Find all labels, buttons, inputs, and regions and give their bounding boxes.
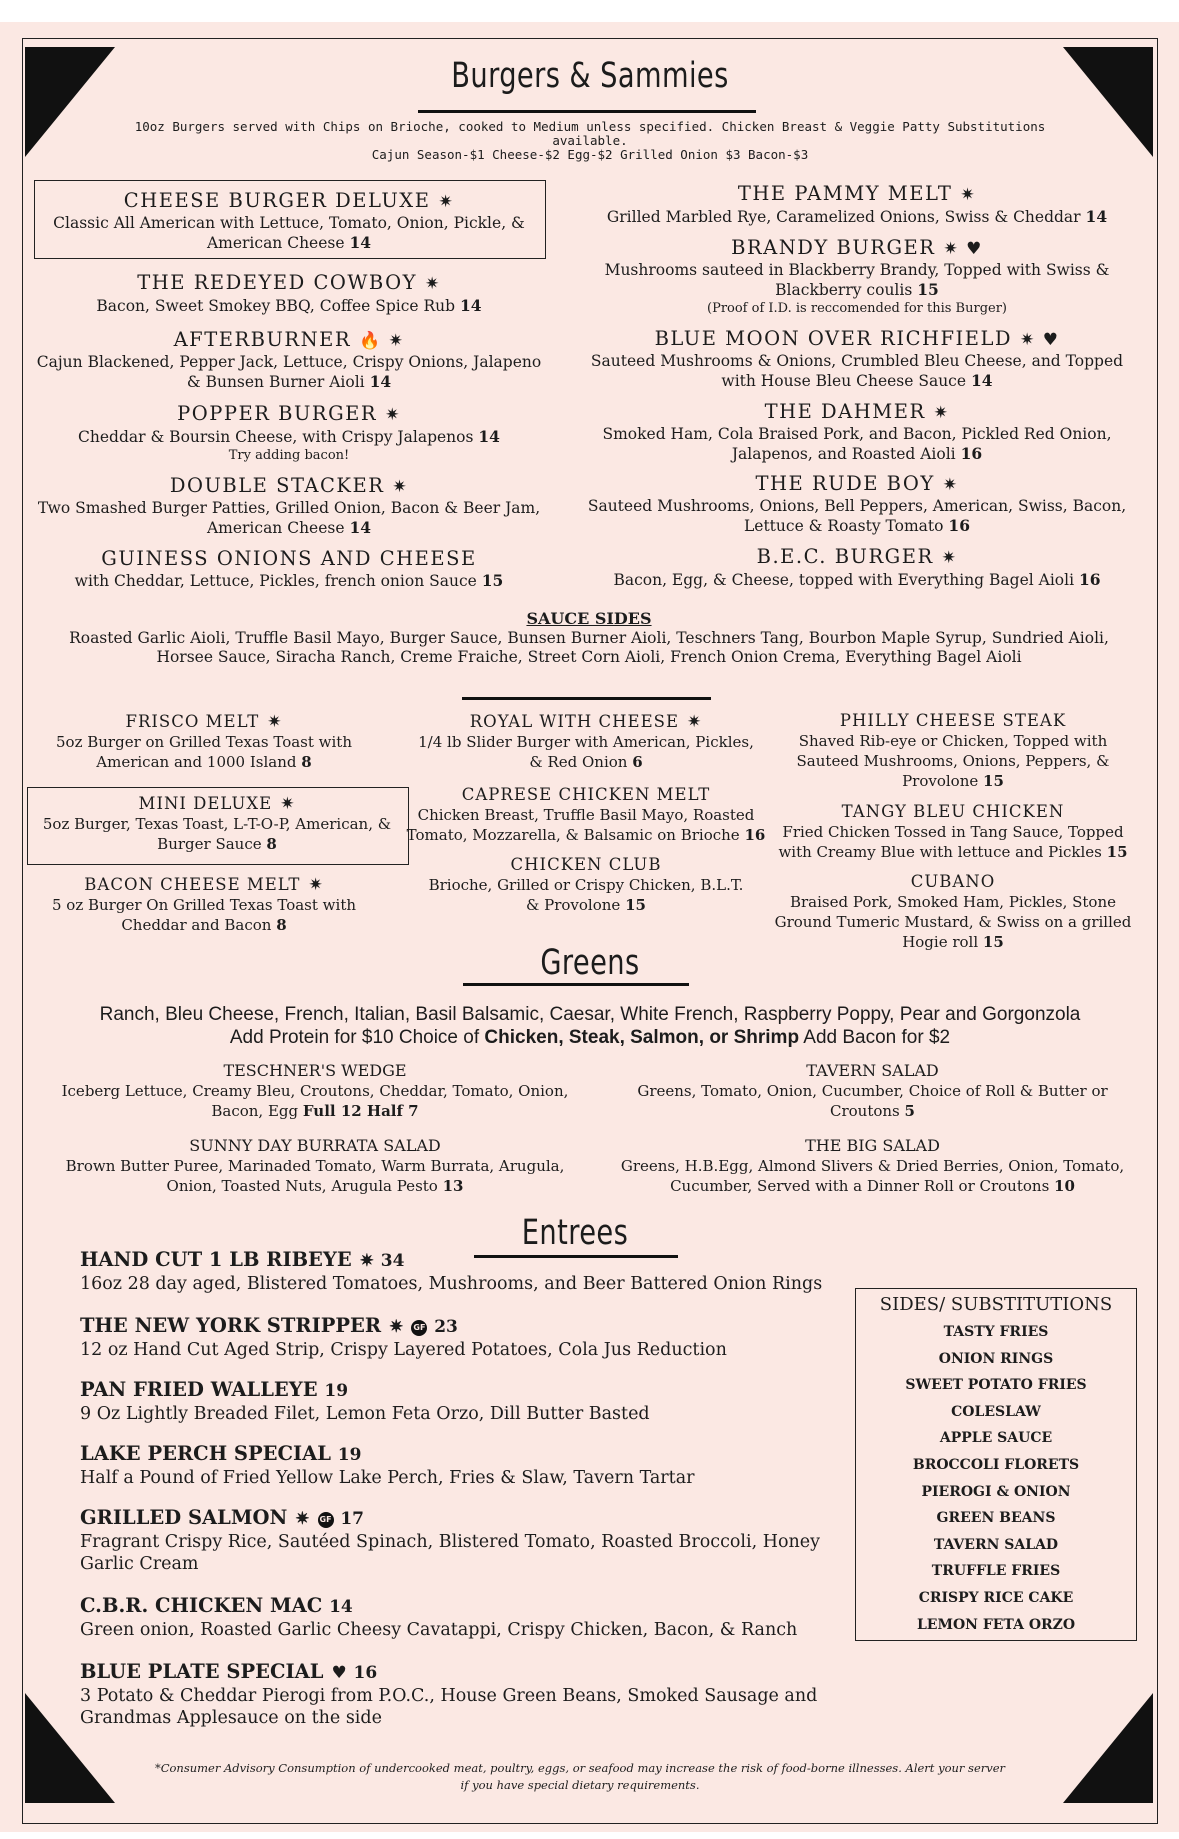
star-icon: ✷ (385, 405, 401, 425)
item-name: CHICKEN CLUB (510, 855, 662, 874)
item-description: Mushrooms sauteed in Blackberry Brandy, Topped with Swiss & Blackberry coulis (604, 261, 1110, 299)
item-description: 9 Oz Lightly Breaded Filet, Lemon Feta Orzo, Dill Butter Basted (80, 1404, 650, 1424)
item-description: Half a Pound of Fried Yellow Lake Perch, Fries & Slaw, Tavern Tartar (80, 1468, 695, 1488)
greens-info (40, 1003, 1140, 1049)
star-heart-icons: ✷ ♥ (1020, 330, 1060, 350)
side-item: ONION RINGS (938, 1350, 1054, 1367)
side-item: GREEN BEANS (936, 1510, 1056, 1527)
item-description: Iceberg Lettuce, Creamy Bleu, Croutons, Cheddar, Tomato, Onion, Bacon, Egg (61, 1082, 569, 1120)
protein-line (40, 1026, 1140, 1049)
bacon-addon: Add Bacon for $2 (799, 1027, 951, 1048)
item-note: (Proof of I.D. is reccomended for this Burger) (707, 301, 1007, 316)
entree-item (80, 1248, 840, 1295)
item-name: HAND CUT 1 LB RIBEYE (80, 1248, 352, 1271)
salad-item (40, 1061, 590, 1121)
burger-item (36, 189, 542, 253)
burger-item (562, 327, 1152, 391)
item-description: 1/4 lb Slider Burger with American, Pickles, & Red Onion (418, 733, 754, 771)
intro-line: available. (552, 133, 628, 148)
burger-item (36, 547, 542, 591)
star-icon: ✷ (389, 1317, 404, 1337)
side-item: CRISPY RICE CAKE (918, 1589, 1074, 1606)
item-description: 3 Potato & Cheddar Pierogi from P.O.C., House Green Beans, Smoked Sausage and Grandmas Applesauce on the side (80, 1686, 818, 1728)
item-name: TAVERN SALAD (806, 1061, 939, 1080)
item-description: Sauteed Mushrooms & Onions, Crumbled Bleu Cheese, and Topped with House Bleu Cheese Sauce (590, 352, 1124, 390)
item-price: 15 (1106, 843, 1128, 861)
item-name: THE BIG SALAD (805, 1136, 940, 1155)
star-icon: ✷ (267, 712, 283, 732)
item-price: 15 (481, 571, 504, 590)
item-price: 15 (982, 933, 1004, 951)
star-icon: ✷ (424, 274, 441, 294)
star-icon: ✷ (942, 475, 959, 495)
item-price: 8 (266, 835, 277, 853)
item-name: PAN FRIED WALLEYE (80, 1378, 318, 1401)
heart-icon: ♥ (331, 1663, 347, 1683)
item-name: THE REDEYED COWBOY (137, 271, 417, 294)
item-description: Greens, Tomato, Onion, Cucumber, Choice of Roll & Butter or Croutons (637, 1082, 1108, 1120)
star-heart-icons: ✷ ♥ (943, 239, 983, 259)
item-price: 13 (442, 1177, 464, 1195)
item-name: BLUE PLATE SPECIAL (80, 1660, 324, 1683)
side-item: TASTY FRIES (943, 1324, 1049, 1340)
protein-text: Add Protein for $10 Choice of (229, 1027, 485, 1048)
item-price: 16 (960, 444, 983, 463)
item-price: 14 (329, 1597, 353, 1617)
item-name: AFTERBURNER (173, 328, 352, 351)
burgers-section-title: Burgers & Sammies (451, 56, 729, 96)
item-description: 5 oz Burger On Grilled Texas Toast with Cheddar and Bacon (51, 896, 357, 934)
sammie-item (36, 875, 372, 935)
sammie-item (36, 712, 372, 772)
item-name: B.E.C. BURGER (756, 545, 934, 568)
star-icon: ✷ (295, 1509, 310, 1529)
burger-item (36, 328, 542, 392)
item-name: BACON CHEESE MELT (84, 875, 301, 894)
entree-item (80, 1594, 840, 1641)
sammie-item (400, 785, 772, 845)
item-name: CUBANO (910, 872, 996, 891)
star-icon: ✷ (392, 477, 409, 497)
burgers-intro (60, 120, 1120, 162)
consumer-advisory (100, 1760, 1060, 1794)
item-price: 5 (904, 1102, 915, 1120)
salad-item (600, 1136, 1145, 1196)
item-price: 15 (917, 280, 939, 299)
side-item: TRUFFLE FRIES (931, 1563, 1061, 1580)
item-price: 16 (353, 1663, 378, 1683)
item-description: 16oz 28 day aged, Blistered Tomatoes, Mushrooms, and Beer Battered Onion Rings (80, 1274, 823, 1294)
burger-item (562, 400, 1152, 464)
side-item: APPLE SAUCE (939, 1430, 1053, 1447)
item-price: 15 (625, 896, 646, 914)
star-icon: ✷ (933, 403, 950, 423)
item-description: Shaved Rib-eye or Chicken, Topped with Sauteed Mushrooms, Onions, Peppers, & Provolone (796, 732, 1110, 790)
gluten-free-icon: GF (411, 1320, 427, 1336)
item-description: Classic All American with Lettuce, Tomato, Onion, Pickle, & American Cheese (53, 214, 525, 252)
item-price: 6 (632, 753, 643, 771)
item-price: 16 (948, 516, 970, 535)
item-price: 19 (324, 1381, 349, 1401)
entree-item (80, 1378, 840, 1425)
item-name: GUINESS ONIONS AND CHEESE (101, 547, 477, 570)
side-item: SWEET POTATO FRIES (905, 1377, 1087, 1394)
star-icon: ✷ (941, 548, 958, 568)
item-name: TANGY BLEU CHICKEN (841, 802, 1065, 821)
item-name: THE PAMMY MELT (737, 182, 953, 205)
salad-item (40, 1136, 590, 1196)
item-price: 14 (349, 233, 372, 252)
sauce-sides-title: SAUCE SIDES (526, 609, 652, 628)
surcharge-line: Cajun Season-$1 Cheese-$2 Egg-$2 Grilled Onion $3 Bacon-$3 (371, 147, 809, 162)
item-description: Greens, H.B.Egg, Almond Slivers & Dried Berries, Onion, Tomato, Cucumber, Served with a Dinner Roll or Croutons (620, 1157, 1125, 1195)
sammie-item (400, 712, 772, 772)
item-name: ROYAL WITH CHEESE (469, 712, 679, 731)
sides-title: SIDES/ SUBSTITUTIONS (879, 1294, 1113, 1315)
item-price: 17 (340, 1509, 365, 1529)
item-description: Brioche, Grilled or Crispy Chicken, B.L.T. & Provolone (428, 876, 744, 914)
item-price: Full 12 Half 7 (302, 1102, 419, 1120)
entree-item (80, 1506, 840, 1575)
item-name: CAPRESE CHICKEN MELT (461, 785, 711, 804)
intro-line: 10oz Burgers served with Chips on Brioche, cooked to Medium unless specified. Chicken Breast & Veggie Patty Substitutions (134, 119, 1046, 134)
sammie-item (768, 802, 1138, 862)
item-price: 14 (478, 427, 500, 446)
item-name: LAKE PERCH SPECIAL (80, 1442, 331, 1465)
item-name: GRILLED SALMON (80, 1506, 288, 1529)
item-price: 23 (434, 1317, 458, 1337)
item-price: 8 (301, 753, 312, 771)
item-price: 14 (460, 296, 482, 315)
side-item: TAVERN SALAD (933, 1536, 1059, 1553)
item-price: 19 (337, 1445, 362, 1465)
burger-item (562, 545, 1152, 590)
item-name: DOUBLE STACKER (169, 474, 385, 497)
star-icon: ✷ (438, 192, 455, 212)
item-description: Chicken Breast, Truffle Basil Mayo, Roasted Tomato, Mozzarella, & Balsamic on Brioche (406, 806, 755, 844)
item-description: Two Smashed Burger Patties, Grilled Onion, Bacon & Beer Jam, American Cheese (37, 499, 541, 537)
protein-choices: Chicken, Steak, Salmon, or Shrimp (484, 1027, 800, 1048)
item-price: 14 (349, 518, 372, 537)
item-name: THE RUDE BOY (755, 472, 935, 495)
item-price: 8 (276, 916, 287, 934)
item-price: 14 (970, 371, 993, 390)
item-description: 12 oz Hand Cut Aged Strip, Crispy Layered Potatoes, Cola Jus Reduction (80, 1340, 727, 1360)
item-description: 5oz Burger on Grilled Texas Toast with American and 1000 Island (56, 733, 352, 771)
side-item: LEMON FETA ORZO (916, 1616, 1076, 1633)
sauce-list: Roasted Garlic Aioli, Truffle Basil Mayo, Burger Sauce, Bunsen Burner Aioli, Teschners Tang, Bourbon Maple Syrup, Sundried Aioli, Horsee Sauce, Siracha Ranch, Creme Fraiche, Street Corn Aioli, French Onion Crema, Everything Bagel Aioli (69, 629, 1109, 666)
star-icon: ✷ (280, 794, 296, 814)
item-name: CHEESE BURGER DELUXE (123, 189, 431, 212)
item-description: Fried Chicken Tossed in Tang Sauce, Topped with Creamy Blue with lettuce and Pickles (778, 823, 1124, 861)
entree-item (80, 1442, 840, 1489)
item-price: 34 (380, 1251, 405, 1271)
item-description: Sauteed Mushrooms, Onions, Bell Peppers, American, Swiss, Bacon, Lettuce & Roasty Tomato (587, 497, 1127, 535)
item-name: THE DAHMER (764, 400, 926, 423)
item-name: MINI DELUXE (138, 794, 273, 813)
advisory-line: if you have special dietary requirements. (460, 1778, 700, 1792)
star-icon: ✷ (359, 1251, 374, 1271)
side-item: BROCCOLI FLORETS (912, 1456, 1080, 1473)
burger-item (562, 472, 1152, 536)
flame-star-icons: 🔥 ✷ (359, 331, 405, 351)
item-name: SUNNY DAY BURRATA SALAD (189, 1136, 441, 1155)
star-icon: ✷ (960, 185, 977, 205)
dressing-list: Ranch, Bleu Cheese, French, Italian, Basil Balsamic, Caesar, White French, Raspberry Poppy, Pear and Gorgonzola (99, 1004, 1081, 1025)
item-name: TESCHNER'S WEDGE (223, 1061, 407, 1080)
item-name: FRISCO MELT (125, 712, 260, 731)
burger-item (562, 236, 1152, 317)
item-name: PHILLY CHEESE STEAK (839, 711, 1067, 730)
item-name: C.B.R. CHICKEN MAC (80, 1594, 323, 1617)
item-description: Fragrant Crispy Rice, Sautéed Spinach, Blistered Tomato, Roasted Broccoli, Honey Garlic Cream (80, 1532, 821, 1574)
advisory-line: *Consumer Advisory Consumption of undercooked meat, poultry, eggs, or seafood may increase the risk of food-borne illnesses. Alert your server (154, 1761, 1006, 1775)
sauce-sides (44, 609, 1134, 667)
entree-item (80, 1314, 840, 1361)
item-name: POPPER BURGER (177, 402, 378, 425)
star-icon: ✷ (308, 875, 324, 895)
burger-item (36, 271, 542, 316)
sammie-item (768, 872, 1138, 952)
item-description: Cheddar & Boursin Cheese, with Crispy Jalapenos (78, 428, 474, 446)
burger-item (36, 402, 542, 464)
item-description: Green onion, Roasted Garlic Cheesy Cavatappi, Crispy Chicken, Bacon, & Ranch (80, 1620, 798, 1640)
burger-item (562, 182, 1152, 227)
item-description: with Cheddar, Lettuce, Pickles, french onion Sauce (74, 572, 477, 590)
item-description: Brown Butter Puree, Marinaded Tomato, Warm Burrata, Arugula, Onion, Toasted Nuts, Arugula Pesto (65, 1157, 565, 1195)
entree-item (80, 1660, 840, 1729)
entrees-section-title: Entrees (521, 1213, 629, 1253)
item-price: 16 (744, 826, 766, 844)
item-name: THE NEW YORK STRIPPER (80, 1314, 382, 1337)
star-icon: ✷ (687, 712, 703, 732)
sides-box (855, 1288, 1137, 1641)
item-description: 5oz Burger, Texas Toast, L-T-O-P, American, & Burger Sauce (42, 815, 392, 853)
sammie-item (400, 855, 772, 915)
item-price: 10 (1054, 1177, 1075, 1195)
item-description: Cajun Blackened, Pepper Jack, Lettuce, Crispy Onions, Jalapeno & Bunsen Burner Aioli (36, 353, 542, 391)
item-description: Braised Pork, Smoked Ham, Pickles, Stone Ground Tumeric Mustard, & Swiss on a grilled Hogie roll (774, 893, 1132, 951)
item-description: Bacon, Egg, & Cheese, topped with Everything Bagel Aioli (613, 571, 1075, 589)
greens-section-title: Greens (540, 943, 640, 983)
side-item: PIEROGI & ONION (921, 1483, 1071, 1500)
item-description: Bacon, Sweet Smokey BBQ, Coffee Spice Rub (96, 297, 456, 315)
item-name: BRANDY BURGER (731, 236, 936, 259)
item-price: 15 (983, 772, 1004, 790)
greens-title-rule (463, 983, 689, 986)
gluten-free-icon: GF (318, 1512, 334, 1528)
item-description: Grilled Marbled Rye, Caramelized Onions, Swiss & Cheddar (606, 208, 1081, 226)
item-description: Smoked Ham, Cola Braised Pork, and Bacon, Pickled Red Onion, Jalapenos, and Roasted Aioli (602, 425, 1112, 463)
item-price: 16 (1078, 570, 1101, 589)
section-divider (462, 697, 711, 700)
item-price: 14 (369, 372, 392, 391)
side-item: COLESLAW (951, 1403, 1041, 1420)
item-price: 14 (1085, 207, 1108, 226)
burger-item (36, 474, 542, 538)
burgers-title-rule (418, 110, 756, 113)
sammie-item (768, 711, 1138, 791)
item-note: Try adding bacon! (228, 448, 350, 463)
sammie-item (30, 794, 404, 854)
item-name: BLUE MOON OVER RICHFIELD (654, 327, 1013, 350)
corner-ornament-bottom-right (1063, 1693, 1153, 1803)
salad-item (610, 1061, 1135, 1121)
